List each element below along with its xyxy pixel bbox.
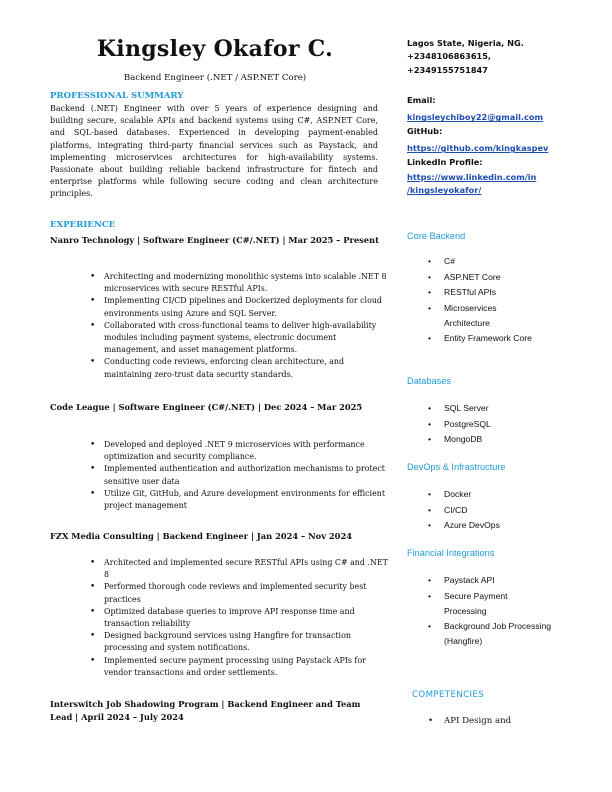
skill-item: • C# (428, 254, 588, 270)
job-heading: FZX Media Consulting | Backend Engineer | Jan 2024 – Nov 2024 (50, 531, 353, 541)
job-bullets (90, 271, 390, 381)
job-bullet: • Architecting and modernizing monolithic systems into scalable .NET 8 microservices with secure RESTful APIs. (90, 271, 390, 295)
skill-item: • ASP.NET Core (428, 270, 588, 286)
skill-item: • CI/CD (428, 503, 588, 519)
job-bullet: • Collaborated with cross-functional teams to deliver high-availability modules including payment systems, electronic document management, and asset management platforms. (90, 320, 390, 357)
job-bullet: • Optimized database queries to improve API response time and transaction reliability (90, 606, 390, 630)
email-label: Email: (407, 95, 436, 105)
job-bullet: • Developed and deployed .NET 9 microservices with performance optimization and security compliance. (90, 439, 390, 463)
job-bullet: • Conducting code reviews, enforcing clean architecture, and maintaining zero-trust data security standards. (90, 356, 390, 380)
summary-text: Backend (.NET) Engineer with over 5 years of experience designing and building secure, scalable APIs and backend systems using C#, ASP.NET Core, and SQL-based databases. Experienced in developing payment-enabled platforms, integrating third-party financial services such as Paystack, and implementing microservices architectures for high-availability systems. Passionate about building reliable backend infrastructure for fintech and enterprise platforms while following secure coding and clean architecture principles. (50, 104, 378, 199)
skill-item: • PostgreSQL (428, 417, 588, 433)
candidate-title: Backend Engineer (.NET / ASP.NET Core) (123, 73, 307, 83)
skills-devops-heading: DevOps & Infrastructure (407, 462, 506, 472)
job-bullets (90, 439, 390, 512)
skill-item: • Entity Framework Core (428, 331, 538, 346)
skill-item: • Docker (428, 487, 588, 503)
job-heading: Code League | Software Engineer (C#/.NET) | Dec 2024 – Mar 2025 (50, 402, 363, 412)
job-heading: Nanro Technology | Software Engineer (C#/.NET) | Mar 2025 – Present (50, 235, 379, 245)
skill-item: • Azure DevOps (428, 518, 588, 534)
skills-fin-heading: Financial Integrations (407, 548, 495, 558)
job-bullet: • Implemented authentication and authorization mechanisms to protect sensitive user data (90, 463, 390, 487)
job-bullet: • Performed thorough code reviews and implemented security best practices (90, 581, 390, 605)
job-bullet: • Designed background services using Hangfire for transaction processing and system notifications. (90, 630, 390, 654)
email-link[interactable]: kingsleychiboy22@gmail.com (407, 112, 544, 123)
candidate-name: Kingsley Okafor C. (96, 36, 334, 62)
job-bullet: • Utilize Git, GitHub, and Azure development environments for efficient project management (90, 488, 390, 512)
contact-links (407, 94, 587, 198)
job-heading: Interswitch Job Shadowing Program | Backend Engineer and Team Lead | April 2024 – July 2024 (50, 699, 361, 722)
skill-item: • SQL Server (428, 401, 588, 417)
job-bullet: • Implementing CI/CD pipelines and Dockerized deployments for cloud environments using Azure and SQL Server. (90, 295, 390, 319)
contact-block (407, 37, 587, 77)
github-link[interactable]: https://github.com/kingkaspev (407, 143, 549, 154)
linkedin-link[interactable]: https://www.linkedin.com/in (407, 172, 537, 183)
linkedin-link-cont[interactable]: /kingsleyokafor/ (407, 185, 482, 196)
skills-db-list (428, 401, 588, 448)
skill-item: • Secure Payment Processing (428, 589, 528, 619)
phone-2: +2349155751847 (407, 64, 488, 75)
competencies-heading: COMPETENCIES (412, 690, 485, 700)
skill-item: • Microservices Architecture (428, 301, 518, 331)
skills-devops-list (428, 487, 588, 534)
skills-db-heading: Databases (407, 376, 451, 386)
experience-heading: EXPERIENCE (50, 220, 116, 230)
skill-item: • Paystack API (428, 573, 588, 589)
skills-fin-list (428, 573, 588, 649)
job-bullet: • Implemented secure payment processing using Paystack APIs for vendor transactions and order settlements. (90, 655, 390, 679)
job-bullets (90, 557, 390, 679)
linkedin-label: LinkedIn Profile: (407, 156, 483, 167)
github-label: GitHub: (407, 125, 443, 136)
location-text: Lagos State, Nigeria, NG. (407, 38, 524, 48)
skill-item: • RESTful APIs (428, 285, 588, 301)
job-bullet: • Architected and implemented secure RESTful APIs using C# and .NET 8 (90, 557, 390, 581)
skill-item: • Background Job Processing (Hangfire) (428, 619, 556, 649)
summary-heading: PROFESSIONAL SUMMARY (50, 91, 184, 101)
skill-item: • MongoDB (428, 432, 588, 448)
skills-core-list (428, 254, 588, 346)
phone-1: +2348106863615, (407, 51, 492, 62)
competencies-list (428, 716, 511, 726)
competency-item: • API Design and (428, 716, 511, 726)
skills-core-heading: Core Backend (407, 231, 466, 241)
